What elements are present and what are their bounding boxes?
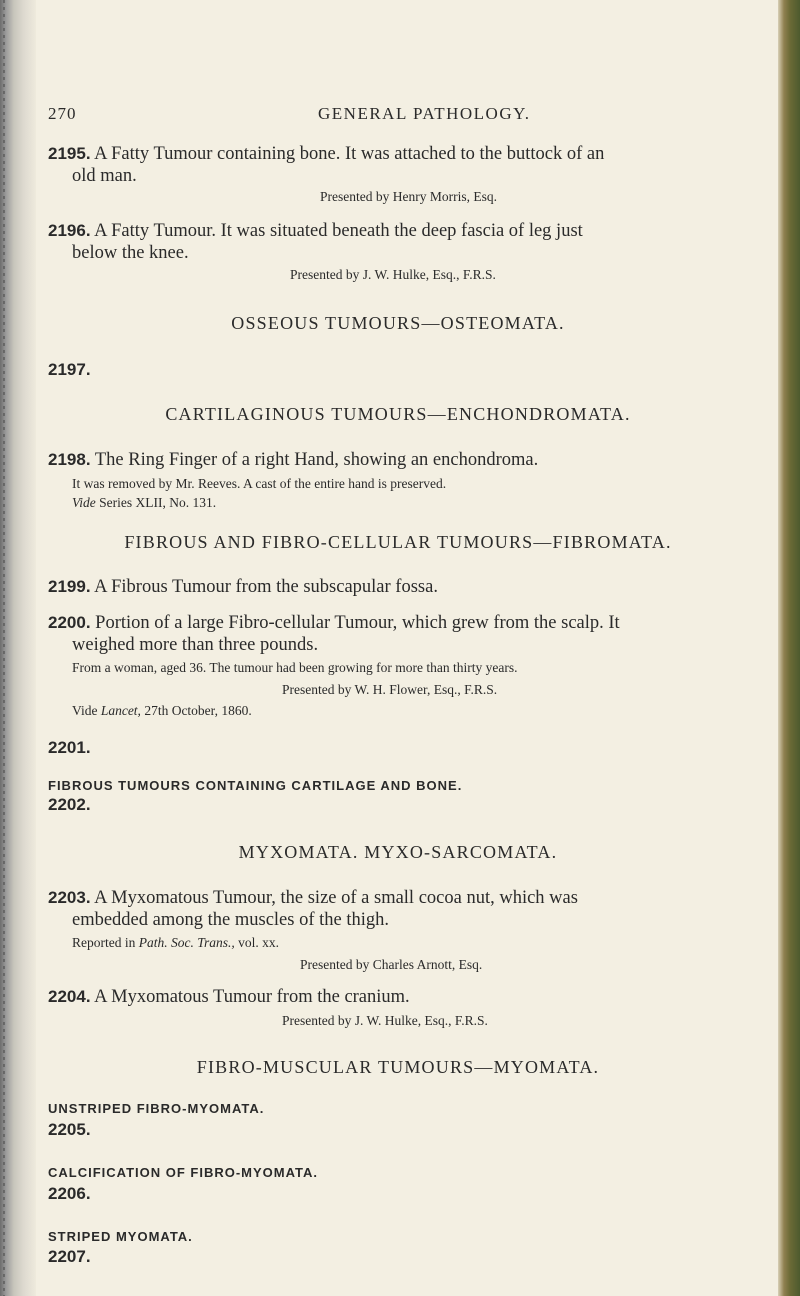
entry-2199 bbox=[48, 576, 748, 598]
entry-number: 2200. bbox=[48, 613, 91, 632]
entry-2201-number: 2201. bbox=[48, 738, 91, 757]
entry-2203-line1 bbox=[48, 887, 748, 909]
entry-2200-line1 bbox=[48, 612, 748, 634]
running-title: GENERAL PATHOLOGY. bbox=[318, 104, 531, 123]
entry-text: A Fatty Tumour containing bone. It was attached to the buttock of an bbox=[94, 144, 605, 164]
entry-2200-line2: weighed more than three pounds. bbox=[72, 635, 319, 655]
book-binding-gutter bbox=[0, 0, 36, 1296]
entry-2196-line2: below the knee. bbox=[72, 243, 189, 263]
entry-2200 bbox=[48, 612, 748, 656]
entry-2205-number: 2205. bbox=[48, 1120, 91, 1139]
entry-text: A Myxomatous Tumour from the cranium. bbox=[94, 987, 410, 1007]
vide-2198 bbox=[72, 493, 216, 512]
subsection-striped: STRIPED MYOMATA. bbox=[48, 1229, 193, 1244]
entry-number: 2204. bbox=[48, 987, 91, 1006]
vide-italic: Lancet, bbox=[100, 703, 141, 718]
entry-2202-number: 2202. bbox=[48, 795, 91, 814]
section-myxomata: MYXOMATA. MYXO-SARCOMATA. bbox=[238, 842, 558, 862]
vide-prefix: Vide bbox=[72, 703, 98, 718]
subsection-calcification: CALCIFICATION OF FIBRO-MYOMATA. bbox=[48, 1165, 319, 1180]
presented-2196: Presented by J. W. Hulke, Esq., F.R.S. bbox=[290, 267, 496, 282]
page-edge bbox=[778, 0, 800, 1296]
entry-number: 2198. bbox=[48, 450, 91, 469]
reported-italic: Path. Soc. Trans., bbox=[138, 935, 235, 950]
entry-number: 2195. bbox=[48, 144, 91, 163]
entry-2195 bbox=[48, 143, 748, 187]
vide-text: Series XLII, No. 131. bbox=[99, 495, 217, 510]
reported-text: vol. xx. bbox=[238, 935, 280, 950]
section-cartilaginous: CARTILAGINOUS TUMOURS—ENCHONDROMATA. bbox=[165, 404, 631, 424]
entry-2204-line1 bbox=[48, 986, 748, 1008]
entry-text: A Myxomatous Tumour, the size of a small cocoa nut, which was bbox=[94, 888, 578, 908]
note-2200: From a woman, aged 36. The tumour had been growing for more than thirty years. bbox=[72, 660, 518, 675]
entry-number: 2199. bbox=[48, 577, 91, 596]
section-fibromuscular: FIBRO-MUSCULAR TUMOURS—MYOMATA. bbox=[196, 1057, 600, 1077]
entry-number: 2196. bbox=[48, 221, 91, 240]
entry-2203-line2: embedded among the muscles of the thigh. bbox=[72, 910, 389, 930]
entry-2206-number: 2206. bbox=[48, 1184, 91, 1203]
entry-text: A Fibrous Tumour from the subscapular fossa. bbox=[94, 577, 438, 597]
section-osseous: OSSEOUS TUMOURS—OSTEOMATA. bbox=[231, 313, 565, 333]
reported-2203 bbox=[72, 933, 279, 952]
vide-italic: Vide bbox=[72, 495, 96, 510]
presented-2195: Presented by Henry Morris, Esq. bbox=[320, 189, 497, 204]
subsection-unstriped: UNSTRIPED FIBRO-MYOMATA. bbox=[48, 1101, 265, 1116]
entry-2203 bbox=[48, 887, 748, 931]
section-fibrous: FIBROUS AND FIBRO-CELLULAR TUMOURS—FIBROMATA. bbox=[124, 532, 672, 552]
entry-2196-line1 bbox=[48, 220, 748, 242]
page-number: 270 bbox=[48, 104, 77, 123]
entry-2197-number: 2197. bbox=[48, 360, 91, 379]
entry-2204 bbox=[48, 986, 748, 1008]
book-page bbox=[48, 0, 758, 1296]
entry-2199-line1 bbox=[48, 576, 748, 598]
presented-2203: Presented by Charles Arnott, Esq. bbox=[300, 957, 483, 972]
entry-2195-line1 bbox=[48, 143, 748, 165]
entry-2207-number: 2207. bbox=[48, 1247, 91, 1266]
entry-2198 bbox=[48, 449, 748, 471]
entry-2196 bbox=[48, 220, 748, 264]
entry-number: 2203. bbox=[48, 888, 91, 907]
presented-2200: Presented by W. H. Flower, Esq., F.R.S. bbox=[282, 682, 498, 697]
entry-text: A Fatty Tumour. It was situated beneath the deep fascia of leg just bbox=[94, 221, 583, 241]
entry-text: Portion of a large Fibro-cellular Tumour, which grew from the scalp. It bbox=[95, 613, 620, 633]
reported-prefix: Reported in bbox=[72, 935, 136, 950]
subsection-fibrous-cartilage-bone: FIBROUS TUMOURS CONTAINING CARTILAGE AND BONE. bbox=[48, 778, 463, 793]
presented-2204: Presented by J. W. Hulke, Esq., F.R.S. bbox=[282, 1013, 488, 1028]
entry-2198-line1 bbox=[48, 449, 748, 471]
entry-text: The Ring Finger of a right Hand, showing an enchondroma. bbox=[94, 450, 539, 470]
note-2198: It was removed by Mr. Reeves. A cast of the entire hand is preserved. bbox=[72, 476, 447, 491]
running-head bbox=[48, 104, 758, 128]
vide-2200 bbox=[72, 701, 252, 720]
vide-text: 27th October, 1860. bbox=[144, 703, 252, 718]
entry-2195-line2: old man. bbox=[72, 166, 137, 186]
